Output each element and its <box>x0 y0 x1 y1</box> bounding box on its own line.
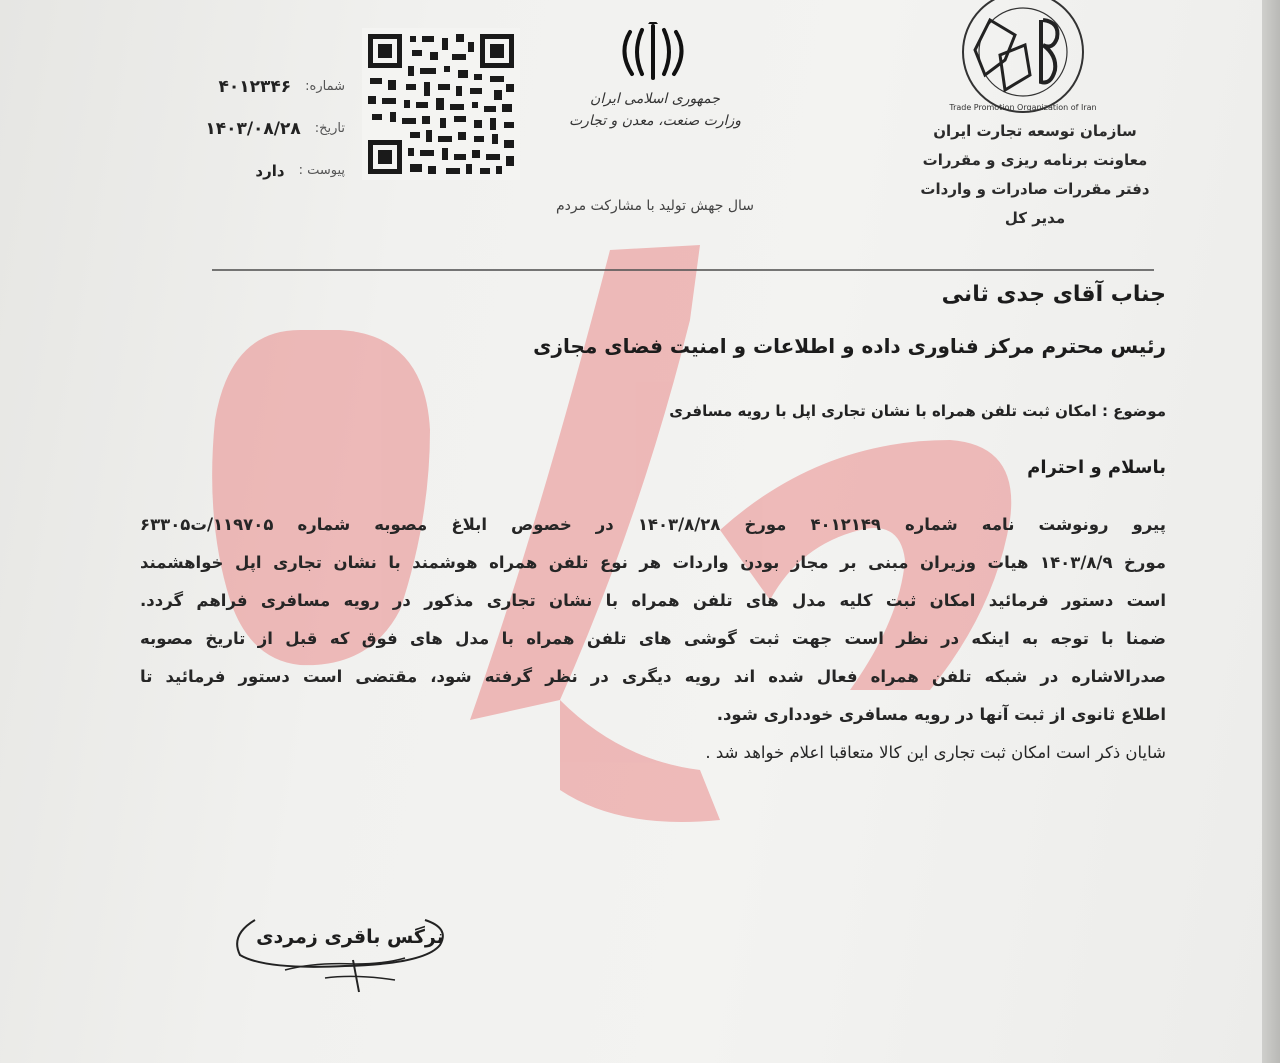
header-divider <box>212 269 1154 271</box>
body-line: پیرو رونوشت نامه شماره ۴۰۱۲۱۴۹ مورخ ۱۴۰۳/۸/۲۸ در خصوص ابلاغ مصوبه شماره ۱۱۹۷۰۵/ت۶۳۳۰۵ <box>140 515 1166 534</box>
letter-body <box>140 506 1166 772</box>
meta-number-row <box>140 66 345 108</box>
page-edge <box>1262 0 1280 1063</box>
addressee-title: رئیس محترم مرکز فناوری داده و اطلاعات و امنیت فضای مجازی <box>533 334 1166 358</box>
date-label: تاریخ: <box>314 121 345 136</box>
body-line: ضمنا با توجه به اینکه در نظر است جهت ثبت گوشی های تلفن همراه با مدل های فوق که قبل از تاریخ مصوبه <box>140 629 1166 648</box>
handwritten-signature-icon <box>225 900 465 1000</box>
org-name: سازمان توسعه تجارت ایران <box>933 122 1137 140</box>
slogan: سال جهش تولید با مشارکت مردم <box>555 198 755 214</box>
republic-label: جمهوری اسلامی ایران <box>590 91 720 107</box>
signatory-name: نرگس باقری زمردی <box>256 926 444 948</box>
number-label: شماره: <box>305 79 345 94</box>
ministry-label: وزارت صنعت، معدن و تجارت <box>568 113 742 129</box>
org-block <box>905 117 1165 233</box>
body-line: مورخ ۱۴۰۳/۸/۹ هیات وزیران مبنی بر مجاز بودن واردات هر نوع تلفن همراه هوشمند با نشان تجاری اپل خواهشمند <box>140 553 1166 572</box>
number-value: ۴۰۱۲۳۴۶ <box>218 77 292 97</box>
addressee-name: جناب آقای جدی ثانی <box>941 282 1166 307</box>
meta-attach-row <box>140 150 345 192</box>
body-line: اطلاع ثانوی از ثبت آنها در رویه مسافری خودداری شود. <box>716 705 1166 724</box>
greeting: باسلام و احترام <box>1027 457 1166 478</box>
body-line: صدرالاشاره در شبکه تلفن همراه فعال شده اند رویه دیگری در نظر گرفته شود، مقتضی است دستور فرمائید تا <box>140 667 1166 686</box>
attach-label: پیوست : <box>298 163 345 178</box>
body-line: است دستور فرمائید امکان ثبت کلیه مدل های تلفن همراه با نشان تجاری مذکور در رویه مسافری فراهم گردد. <box>140 591 1166 610</box>
iran-emblem-icon <box>618 22 688 82</box>
qr-code-icon <box>362 28 520 180</box>
meta-date-row <box>140 108 345 150</box>
org-office: دفتر مقررات صادرات و واردات <box>920 180 1150 198</box>
subject-text: موضوع : امکان ثبت تلفن همراه با نشان تجاری اپل با رویه مسافری <box>669 402 1166 420</box>
subject <box>520 400 1166 423</box>
org-ring-text: Trade Promotion Organization of Iran <box>949 103 1097 112</box>
date-value: ۱۴۰۳/۰۸/۲۸ <box>205 119 301 139</box>
org-deputy: معاونت برنامه ریزی و مقررات <box>922 151 1148 169</box>
org-director: مدیر کل <box>1004 209 1066 227</box>
attach-value: دارد <box>255 162 285 180</box>
meta-block <box>140 66 345 192</box>
tpo-emblem-icon <box>945 0 1105 120</box>
ministry-block <box>540 88 770 132</box>
body-line: شایان ذکر است امکان ثبت تجاری این کالا متعاقبا اعلام خواهد شد . <box>705 743 1166 762</box>
